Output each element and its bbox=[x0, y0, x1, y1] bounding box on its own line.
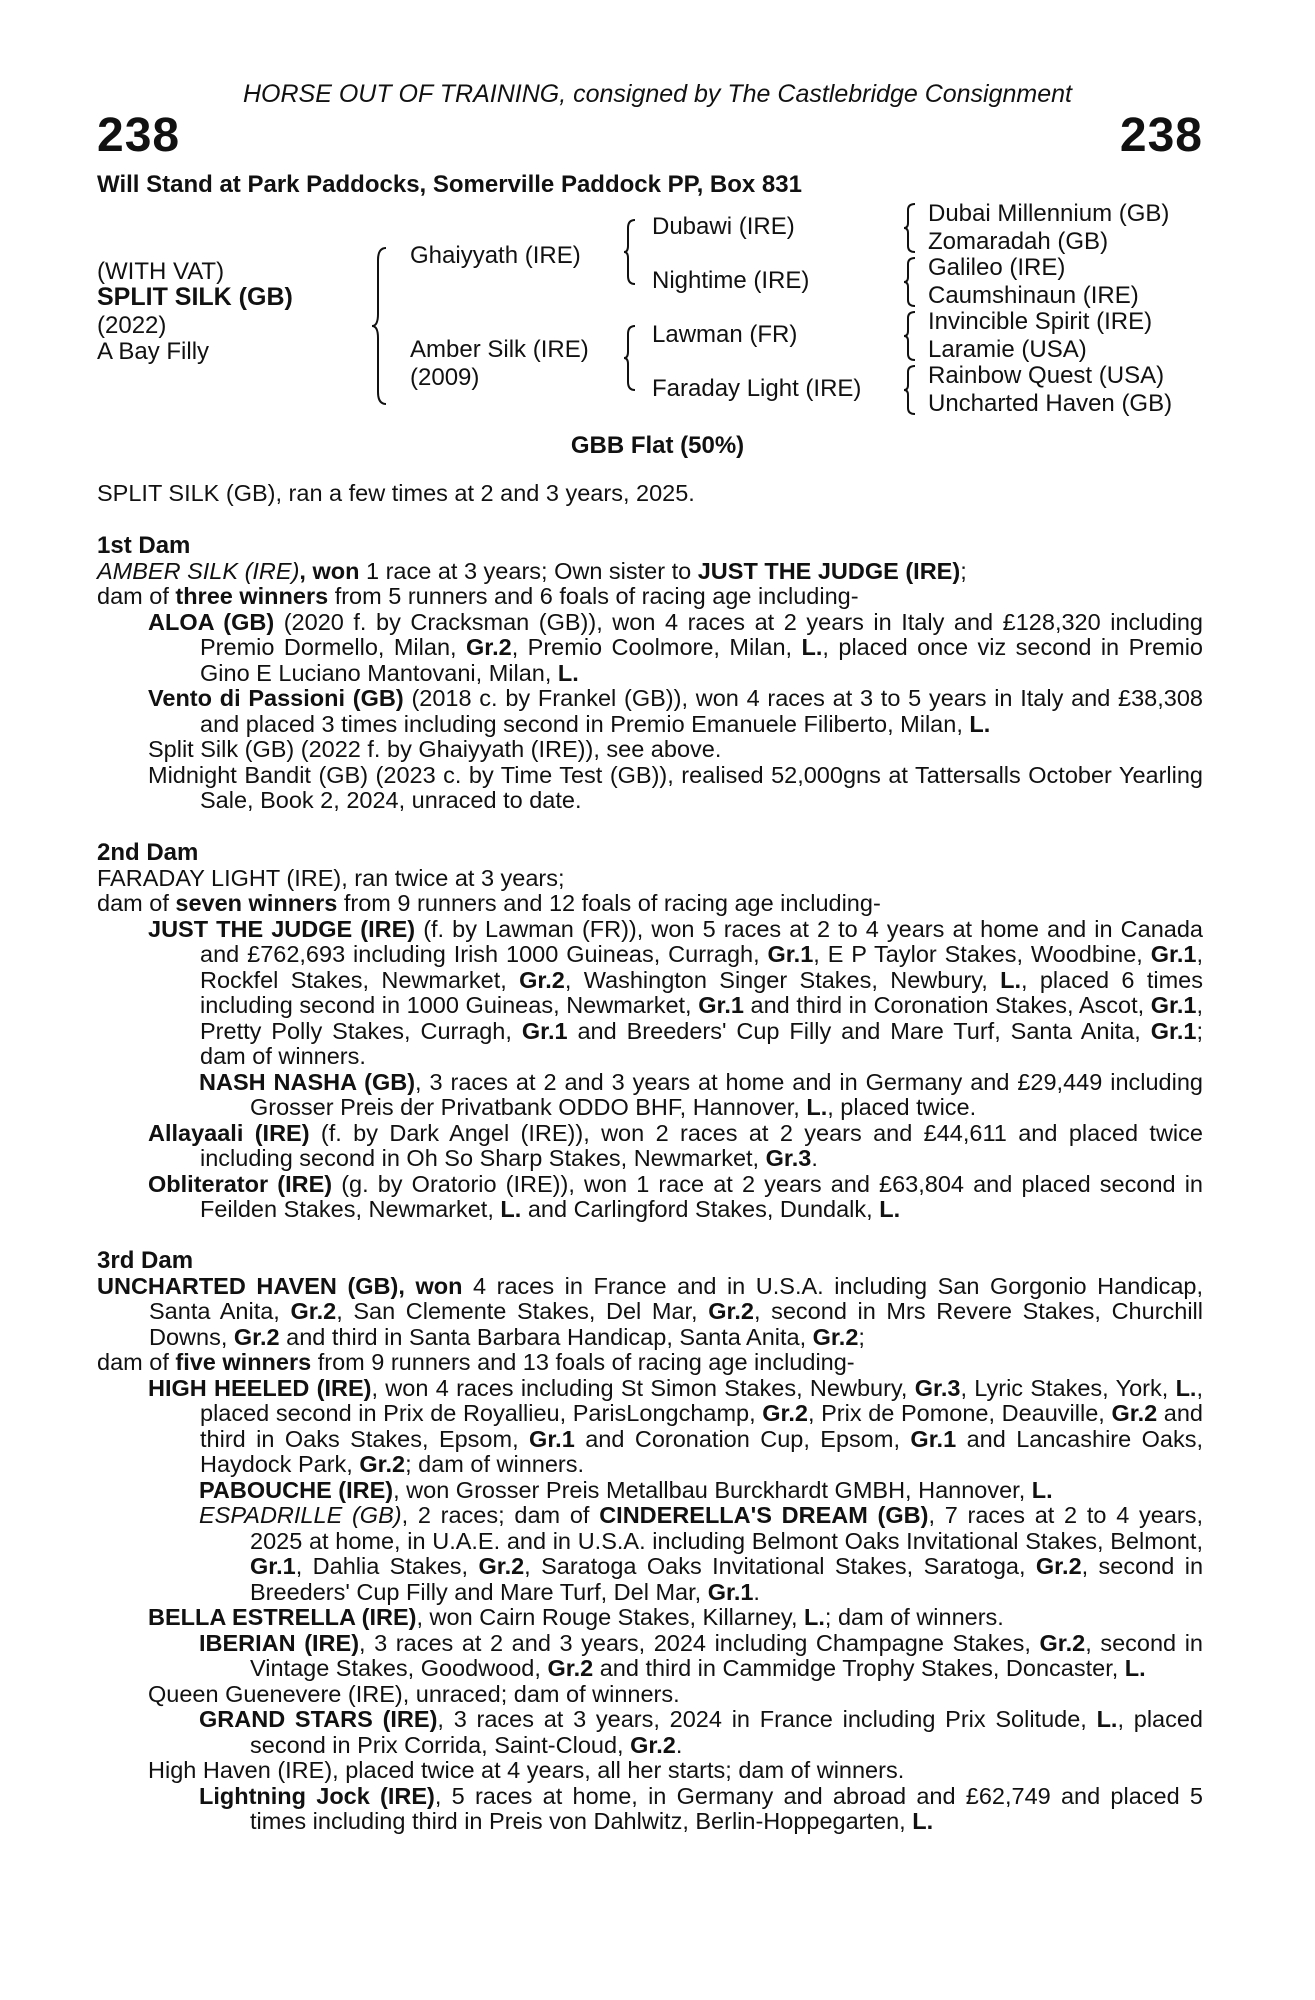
race-summary: SPLIT SILK (GB), ran a few times at 2 and 3 years, 2025. bbox=[97, 480, 695, 506]
ggp-1: Dubai Millennium (GB) bbox=[928, 200, 1170, 227]
horse-year: (2022) bbox=[97, 312, 167, 339]
stand-location: Will Stand at Park Paddocks, Somerville Paddock PP, Box 831 bbox=[97, 171, 802, 198]
third-dam-produce-line: dam of five winners from 9 runners and 13 foals of racing age including- bbox=[97, 1349, 855, 1375]
ggp-2: Zomaradah (GB) bbox=[928, 228, 1109, 255]
produce-high-haven: High Haven (IRE), placed twice at 4 years, all her starts; dam of winners. bbox=[148, 1757, 905, 1783]
produce-espadrille: ESPADRILLE (GB), 2 races; dam of CINDERELLA'S DREAM (GB), 7 races at 2 to 4 years, 2025 at home, in U.A.E. and in U.S.A. including Belmont Oaks Invitational Stakes, Belmont, Gr.1, Dahlia Stakes, Gr.2, Saratoga Oaks Invitational Stakes, Saratoga, Gr.2, second in Breeders' Cup Filly and Mare Turf, Del Mar, Gr.1. bbox=[199, 1502, 1204, 1605]
produce-midnight-bandit: Midnight Bandit (GB) (2023 c. by Time Test (GB)), realised 52,000gns at Tattersalls October Yearling Sale, Book 2, 2024, unraced to date. bbox=[148, 761, 1203, 813]
first-dam-line: AMBER SILK (IRE), won 1 race at 3 years; Own sister to JUST THE JUDGE (IRE); bbox=[97, 557, 967, 584]
produce-pabouche: PABOUCHE (IRE), won Grosser Preis Metallbau Burckhardt GMBH, Hannover, L. bbox=[199, 1476, 1053, 1503]
produce-split-silk: Split Silk (GB) (2022 f. by Ghaiyyath (IRE)), see above. bbox=[148, 736, 722, 762]
produce-aloa: ALOA (GB) (2020 f. by Cracksman (GB)), won 4 races at 2 years in Italy and £128,320 including Premio Dormello, Milan, Gr.2, Premio Coolmore, Milan, L., placed once viz second in Premio Gino E Luciano Mantovani, Milan, L. bbox=[148, 608, 1204, 686]
consignor-header: HORSE OUT OF TRAINING, consigned by The Castlebridge Consignment bbox=[242, 80, 1073, 108]
sire: Ghaiyyath (IRE) bbox=[410, 242, 581, 269]
pedigree-brace-ggp-2 bbox=[902, 256, 918, 308]
ggp-7: Rainbow Quest (USA) bbox=[928, 362, 1165, 389]
ggp-6: Laramie (USA) bbox=[928, 336, 1087, 363]
second-dam-heading: 2nd Dam bbox=[97, 839, 199, 866]
produce-high-heeled: HIGH HEELED (IRE), won 4 races including St Simon Stakes, Newbury, Gr.3, Lyric Stakes, York, L., placed second in Prix de Royallieu, ParisLongchamp, Gr.2, Prix de Pomone, Deauville, Gr.2 and third in Oaks Stakes, Epsom, Gr.1 and Coronation Cup, Epsom, Gr.1 and Lancashire Oaks, Haydock Park, Gr.2; dam of winners. bbox=[148, 1374, 1203, 1477]
pedigree-brace-dam bbox=[622, 324, 638, 392]
produce-nash-nasha: NASH NASHA (GB), 3 races at 2 and 3 years at home and in Germany and £29,449 including Grosser Preis der Privatbank ODDO BHF, Hannover, L., placed twice. bbox=[199, 1068, 1203, 1120]
produce-queen-guenevere: Queen Guenevere (IRE), unraced; dam of winners. bbox=[148, 1680, 680, 1707]
dam-dam: Faraday Light (IRE) bbox=[652, 375, 862, 402]
second-dam-section bbox=[97, 840, 1203, 1223]
ggp-5: Invincible Spirit (IRE) bbox=[928, 308, 1153, 335]
ggp-4: Caumshinaun (IRE) bbox=[928, 282, 1139, 309]
horse-description: A Bay Filly bbox=[97, 338, 210, 365]
second-dam-produce-line: dam of seven winners from 9 runners and 12 foals of racing age including- bbox=[97, 890, 881, 916]
third-dam-heading: 3rd Dam bbox=[97, 1247, 194, 1274]
horse-name: SPLIT SILK (GB) bbox=[97, 283, 293, 311]
produce-lightning-jock: Lightning Jock (IRE), 5 races at home, in Germany and abroad and £62,749 and placed 5 times including third in Preis von Dahlwitz, Berlin-Hoppegarten, L. bbox=[199, 1782, 1203, 1834]
dam-sire: Lawman (FR) bbox=[652, 321, 798, 348]
pedigree-brace-main bbox=[370, 246, 390, 406]
produce-grand-stars: GRAND STARS (IRE), 3 races at 3 years, 2024 in France including Prix Solitude, L., placed second in Prix Corrida, Saint-Cloud, Gr.2. bbox=[199, 1706, 1204, 1758]
ggp-8: Uncharted Haven (GB) bbox=[928, 390, 1173, 417]
vat-note: (WITH VAT) bbox=[97, 258, 225, 285]
produce-just-the-judge: JUST THE JUDGE (IRE) (f. by Lawman (FR)), won 5 races at 2 to 4 years at home and in Canada and £762,693 including Irish 1000 Guineas, Curragh, Gr.1, E P Taylor Stakes, Woodbine, Gr.1, Rockfel Stakes, Newmarket, Gr.2, Washington Singer Stakes, Newbury, L., placed 6 times including second in 1000 Guineas, Newmarket, Gr.1 and third in Coronation Stakes, Ascot, Gr.1, Pretty Polly Stakes, Curragh, Gr.1 and Breeders' Cup Filly and Mare Turf, Santa Anita, Gr.1; dam of winners. bbox=[148, 915, 1204, 1069]
second-dam-line: FARADAY LIGHT (IRE), ran twice at 3 years; bbox=[97, 864, 565, 891]
dam-year: (2009) bbox=[410, 364, 480, 391]
produce-obliterator: Obliterator (IRE) (g. by Oratorio (IRE)), won 1 race at 2 years and £63,804 and placed second in Feilden Stakes, Newmarket, L. and Carlingford Stakes, Dundalk, L. bbox=[148, 1170, 1203, 1222]
pedigree-brace-ggp-3 bbox=[902, 310, 918, 362]
gbb-rating: GBB Flat (50%) bbox=[570, 432, 745, 459]
pedigree-brace-ggp-4 bbox=[902, 364, 918, 416]
first-dam-heading: 1st Dam bbox=[97, 532, 191, 559]
first-dam-section bbox=[97, 533, 1203, 814]
sire-sire: Dubawi (IRE) bbox=[652, 213, 795, 240]
pedigree-brace-sire bbox=[622, 218, 638, 286]
lot-number-left: 238 bbox=[97, 109, 181, 162]
dam: Amber Silk (IRE) bbox=[410, 336, 589, 363]
produce-allayaali: Allayaali (IRE) (f. by Dark Angel (IRE)), won 2 races at 2 years and £44,611 and placed twice including second in Oh So Sharp Stakes, Newmarket, Gr.3. bbox=[148, 1119, 1203, 1171]
third-dam-line: UNCHARTED HAVEN (GB), won 4 races in France and in U.S.A. including San Gorgonio Handicap, Santa Anita, Gr.2, San Clemente Stakes, Del Mar, Gr.2, second in Mrs Revere Stakes, Churchill Downs, Gr.2 and third in Santa Barbara Handicap, Santa Anita, Gr.2; bbox=[97, 1272, 1203, 1350]
ggp-3: Galileo (IRE) bbox=[928, 254, 1066, 281]
lot-number-right: 238 bbox=[1119, 109, 1203, 162]
sire-dam: Nightime (IRE) bbox=[652, 267, 810, 294]
produce-bella-estrella: BELLA ESTRELLA (IRE), won Cairn Rouge Stakes, Killarney, L.; dam of winners. bbox=[148, 1604, 1004, 1630]
pedigree-brace-ggp-1 bbox=[902, 202, 918, 254]
produce-vento-di-passioni: Vento di Passioni (GB) (2018 c. by Frankel (GB)), won 4 races at 3 to 5 years in Italy and £38,308 and placed 3 times including second in Premio Emanuele Filiberto, Milan, L. bbox=[148, 685, 1203, 737]
third-dam-section bbox=[97, 1248, 1203, 1835]
produce-iberian: IBERIAN (IRE), 3 races at 2 and 3 years, 2024 including Champagne Stakes, Gr.2, second in Vintage Stakes, Goodwood, Gr.2 and third in Cammidge Trophy Stakes, Doncaster, L. bbox=[199, 1629, 1204, 1681]
first-dam-produce-line: dam of three winners from 5 runners and 6 foals of racing age including- bbox=[97, 583, 859, 609]
